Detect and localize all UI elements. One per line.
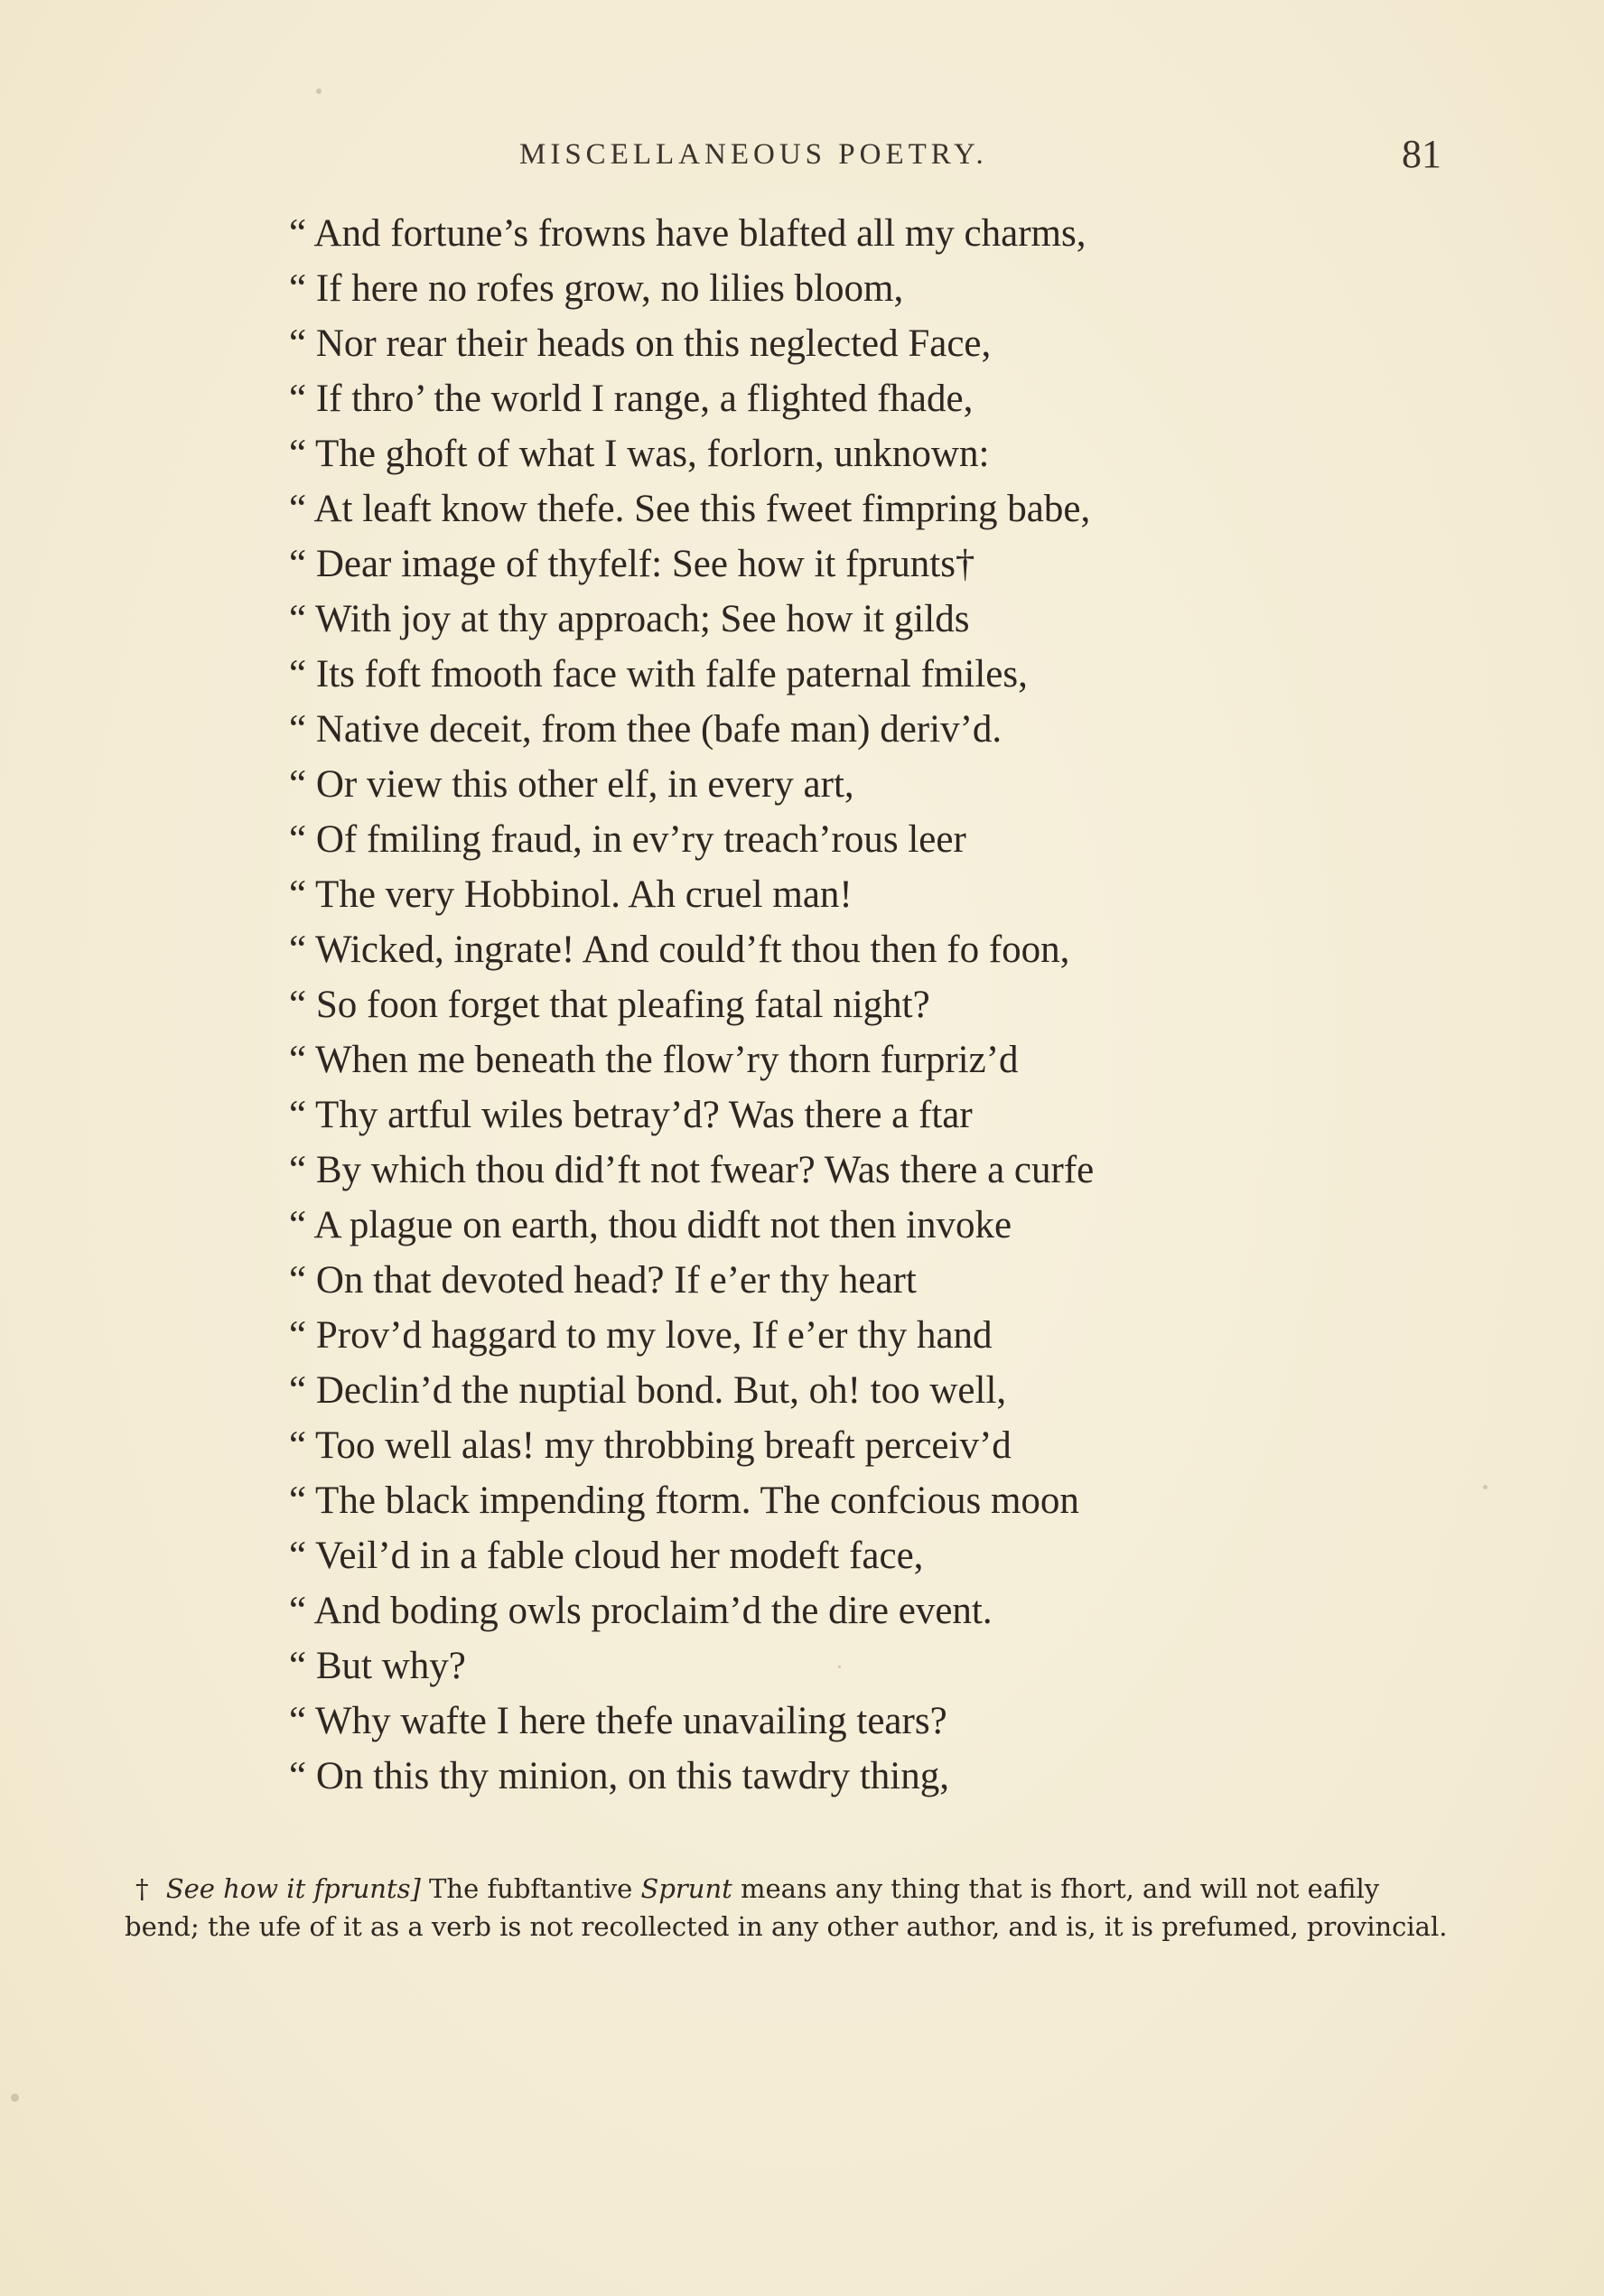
footnote-reference: See how it fprunts] — [165, 1873, 421, 1904]
poem-line: “ If here no rofes grow, no lilies bloom, — [289, 267, 904, 310]
poem-line: “ The black impending ftorm. The confcious moon — [289, 1479, 1079, 1522]
footnote-line-2: bend; the ufe of it as a verb is not recollected in any other author, and is, it is prefumed, provincial. — [125, 1911, 1448, 1942]
poem-line: “ Nor rear their heads on this neglected Face, — [289, 322, 992, 365]
poem-line: “ Its foft fmooth face with falfe paternal fmiles, — [289, 653, 1028, 695]
poem-line: “ On that devoted head? If e’er thy heart — [289, 1259, 917, 1302]
poem-line: “ Veil’d in a fable cloud her modeft face, — [289, 1535, 924, 1577]
poem-line: “ On this thy minion, on this tawdry thing, — [289, 1755, 949, 1797]
page-number: 81 — [1402, 132, 1441, 176]
paper-speck — [11, 2094, 19, 2102]
poem-line: “ Too well alas! my throbbing breaft perceiv’d — [289, 1424, 1012, 1467]
poem-line: “ And boding owls proclaim’d the dire event. — [289, 1590, 993, 1632]
paper-speck — [1483, 1485, 1487, 1489]
paper-speck — [316, 89, 322, 94]
poem-line: “ Declin’d the nuptial bond. But, oh! too well, — [289, 1369, 1007, 1412]
paper-speck — [838, 1666, 841, 1668]
poem-line: “ Dear image of thyfelf: See how it fprunts† — [289, 543, 975, 585]
footnote-text-after: means any thing that is fhort, and will not eafily — [741, 1873, 1380, 1904]
poem-line: “ Of fmiling fraud, in ev’ry treach’rous leer — [289, 818, 966, 861]
poem-line: “ If thro’ the world I range, a flighted fhade, — [289, 378, 974, 420]
running-title: MISCELLANEOUS POETRY. — [519, 138, 988, 171]
poem-line: “ Or view this other elf, in every art, — [289, 763, 854, 806]
page-header — [0, 131, 1604, 185]
poem-line: “ And fortune’s frowns have blafted all my charms, — [289, 212, 1086, 255]
poem-line: “ When me beneath the flow’ry thorn furpriz’d — [289, 1039, 1019, 1081]
poem-line: “ By which thou did’ft not fwear? Was there a curfe — [289, 1149, 1095, 1191]
footnote-word: Sprunt — [640, 1873, 732, 1904]
poem-line: “ Thy artful wiles betray’d? Was there a ftar — [289, 1094, 973, 1136]
poem-line: “ The ghoft of what I was, forlorn, unknown: — [289, 433, 990, 475]
footnote-text-before: The fubftantive — [429, 1873, 633, 1904]
poem-line: “ So foon forget that pleafing fatal night? — [289, 984, 930, 1026]
poem-body — [289, 206, 1409, 1804]
footnote-mark: † — [135, 1873, 149, 1904]
poem-line: “ With joy at thy approach; See how it gilds — [289, 598, 970, 640]
poem-line: “ Native deceit, from thee (bafe man) deriv’d. — [289, 708, 1002, 751]
poem-line: “ At leaft know thefe. See this fweet fimpring babe, — [289, 488, 1091, 530]
poem-line: “ The very Hobbinol. Ah cruel man! — [289, 873, 853, 916]
poem-line: “ But why? — [289, 1645, 466, 1687]
poem-line: “ Prov’d haggard to my love, If e’er thy hand — [289, 1314, 993, 1357]
footnote-line-1 — [125, 1870, 1434, 1908]
poem-line: “ Wicked, ingrate! And could’ft thou then fo foon, — [289, 929, 1070, 971]
poem-line: “ A plague on earth, thou didft not then invoke — [289, 1204, 1012, 1246]
poem-line: “ Why wafte I here thefe unavailing tears? — [289, 1700, 947, 1742]
footnote — [125, 1870, 1448, 1946]
